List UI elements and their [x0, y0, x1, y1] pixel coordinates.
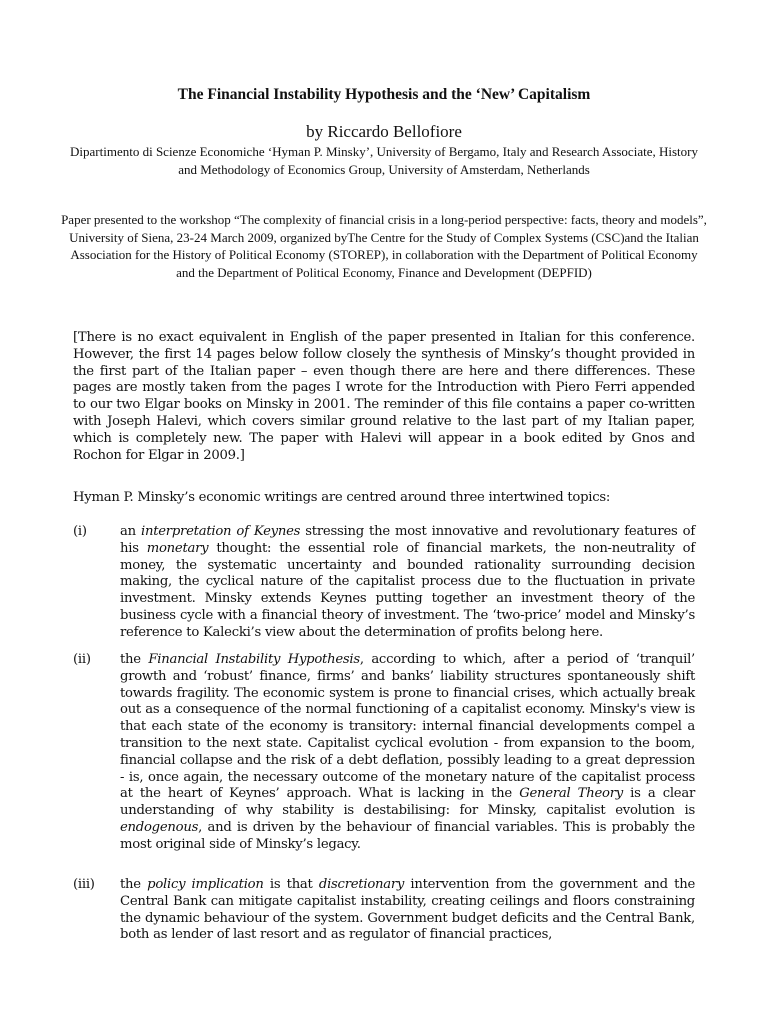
list-item-number: (i) — [73, 524, 87, 539]
emphasis: endogenous — [120, 819, 199, 835]
emphasis: General Theory — [519, 786, 623, 802]
list-item-text: the Financial Instability Hypothesis, according to which, after a period of ‘tranquil’ growth and ‘robust’ finance, firms’ and banks’ liability structures spontaneously shift towards fragility. The economic system is prone to financial crises, which actually break out as a consequence of the normal functioning of a capitalist economy. Minsky's view is that each state of the economy is transitory: internal financial developments compel a transition to the next state. Capitalist cyclical evolution - from expansion to the boom, financial collapse and the risk of a debt deflation, possibly leading to a great depression - is, once again, the necessary outcome of the monetary nature of the capitalist process at the heart of Keynes’ approach. What is lacking in the General Theory is a clear understanding of why stability is destabilising: for Minsky, capitalist evolution is endogenous, and is driven by the behaviour of financial variables. This is probably the most original side of Minsky’s legacy. — [120, 652, 696, 852]
list-item-text: an interpretation of Keynes stressing the most innovative and revolutionary features of his monetary thought: the essential role of financial markets, the non-neutrality of money, the systematic uncertainty and bounded rationality surrounding decision making, the cyclical nature of the capitalist process due to the fluctuation in private investment. Minsky extends Keynes putting together an investment theory of the business cycle with a financial theory of investment. The ‘two-price’ model and Minsky’s reference to Kalecki’s view about the determination of profits belong here. — [120, 524, 695, 640]
paper-title: The Financial Instability Hypothesis and the ‘New’ Capitalism — [177, 86, 591, 103]
emphasis: Financial Instability Hypothesis — [148, 652, 360, 667]
emphasis: discretionary — [318, 877, 405, 892]
list-item-number: (ii) — [73, 652, 91, 667]
list-item-number: (iii) — [73, 877, 95, 892]
emphasis: interpretation of Keynes — [140, 524, 301, 539]
emphasis: policy implication — [147, 877, 264, 892]
author-affiliation: Dipartimento di Scienze Economiche ‘Hyman P. Minsky’, University of Bergamo, Italy and Research Associate, History and Methodology of Economics Group, University of Amsterdam, Netherlands — [70, 144, 698, 177]
list-item-text: the policy implication is that discretionary intervention from the government and the Central Bank can mitigate capitalist instability, creating ceilings and floors constraining the dynamic behaviour of the system. Government budget deficits and the Central Bank, both as lender of last resort and as regulator of financial practices, — [120, 877, 695, 943]
emphasis: monetary — [146, 540, 209, 556]
bracketed-note-paragraph: [There is no exact equivalent in English of the paper presented in Italian for this conference. However, the first 14 pages below follow closely the synthesis of Minsky’s thought provided in the first part of the Italian paper – even though there are here and there differences. These pages are mostly taken from the pages I wrote for the Introduction with Piero Ferri appended to our two Elgar books on Minsky in 2001. The reminder of this file contains a paper co-written with Joseph Halevi, which covers similar ground relative to the last part of my Italian paper, which is completely new. The paper with Halevi will appear in a book edited by Gnos and Rochon for Elgar in 2009.] — [73, 330, 695, 463]
author-line: by Riccardo Bellofiore — [306, 122, 462, 141]
intro-paragraph: Hyman P. Minsky’s economic writings are centred around three intertwined topics: — [73, 490, 611, 505]
presentation-note: Paper presented to the workshop “The complexity of financial crisis in a long-period perspective: facts, theory and models”, University of Siena, 23-24 March 2009, organized byThe Centre for the Study of Complex Systems (CSC)and the Italian Association for the History of Political Economy (STOREP), in collaboration with the Department of Political Economy and the Department of Political Economy, Finance and Development (DEPFID) — [61, 212, 707, 280]
